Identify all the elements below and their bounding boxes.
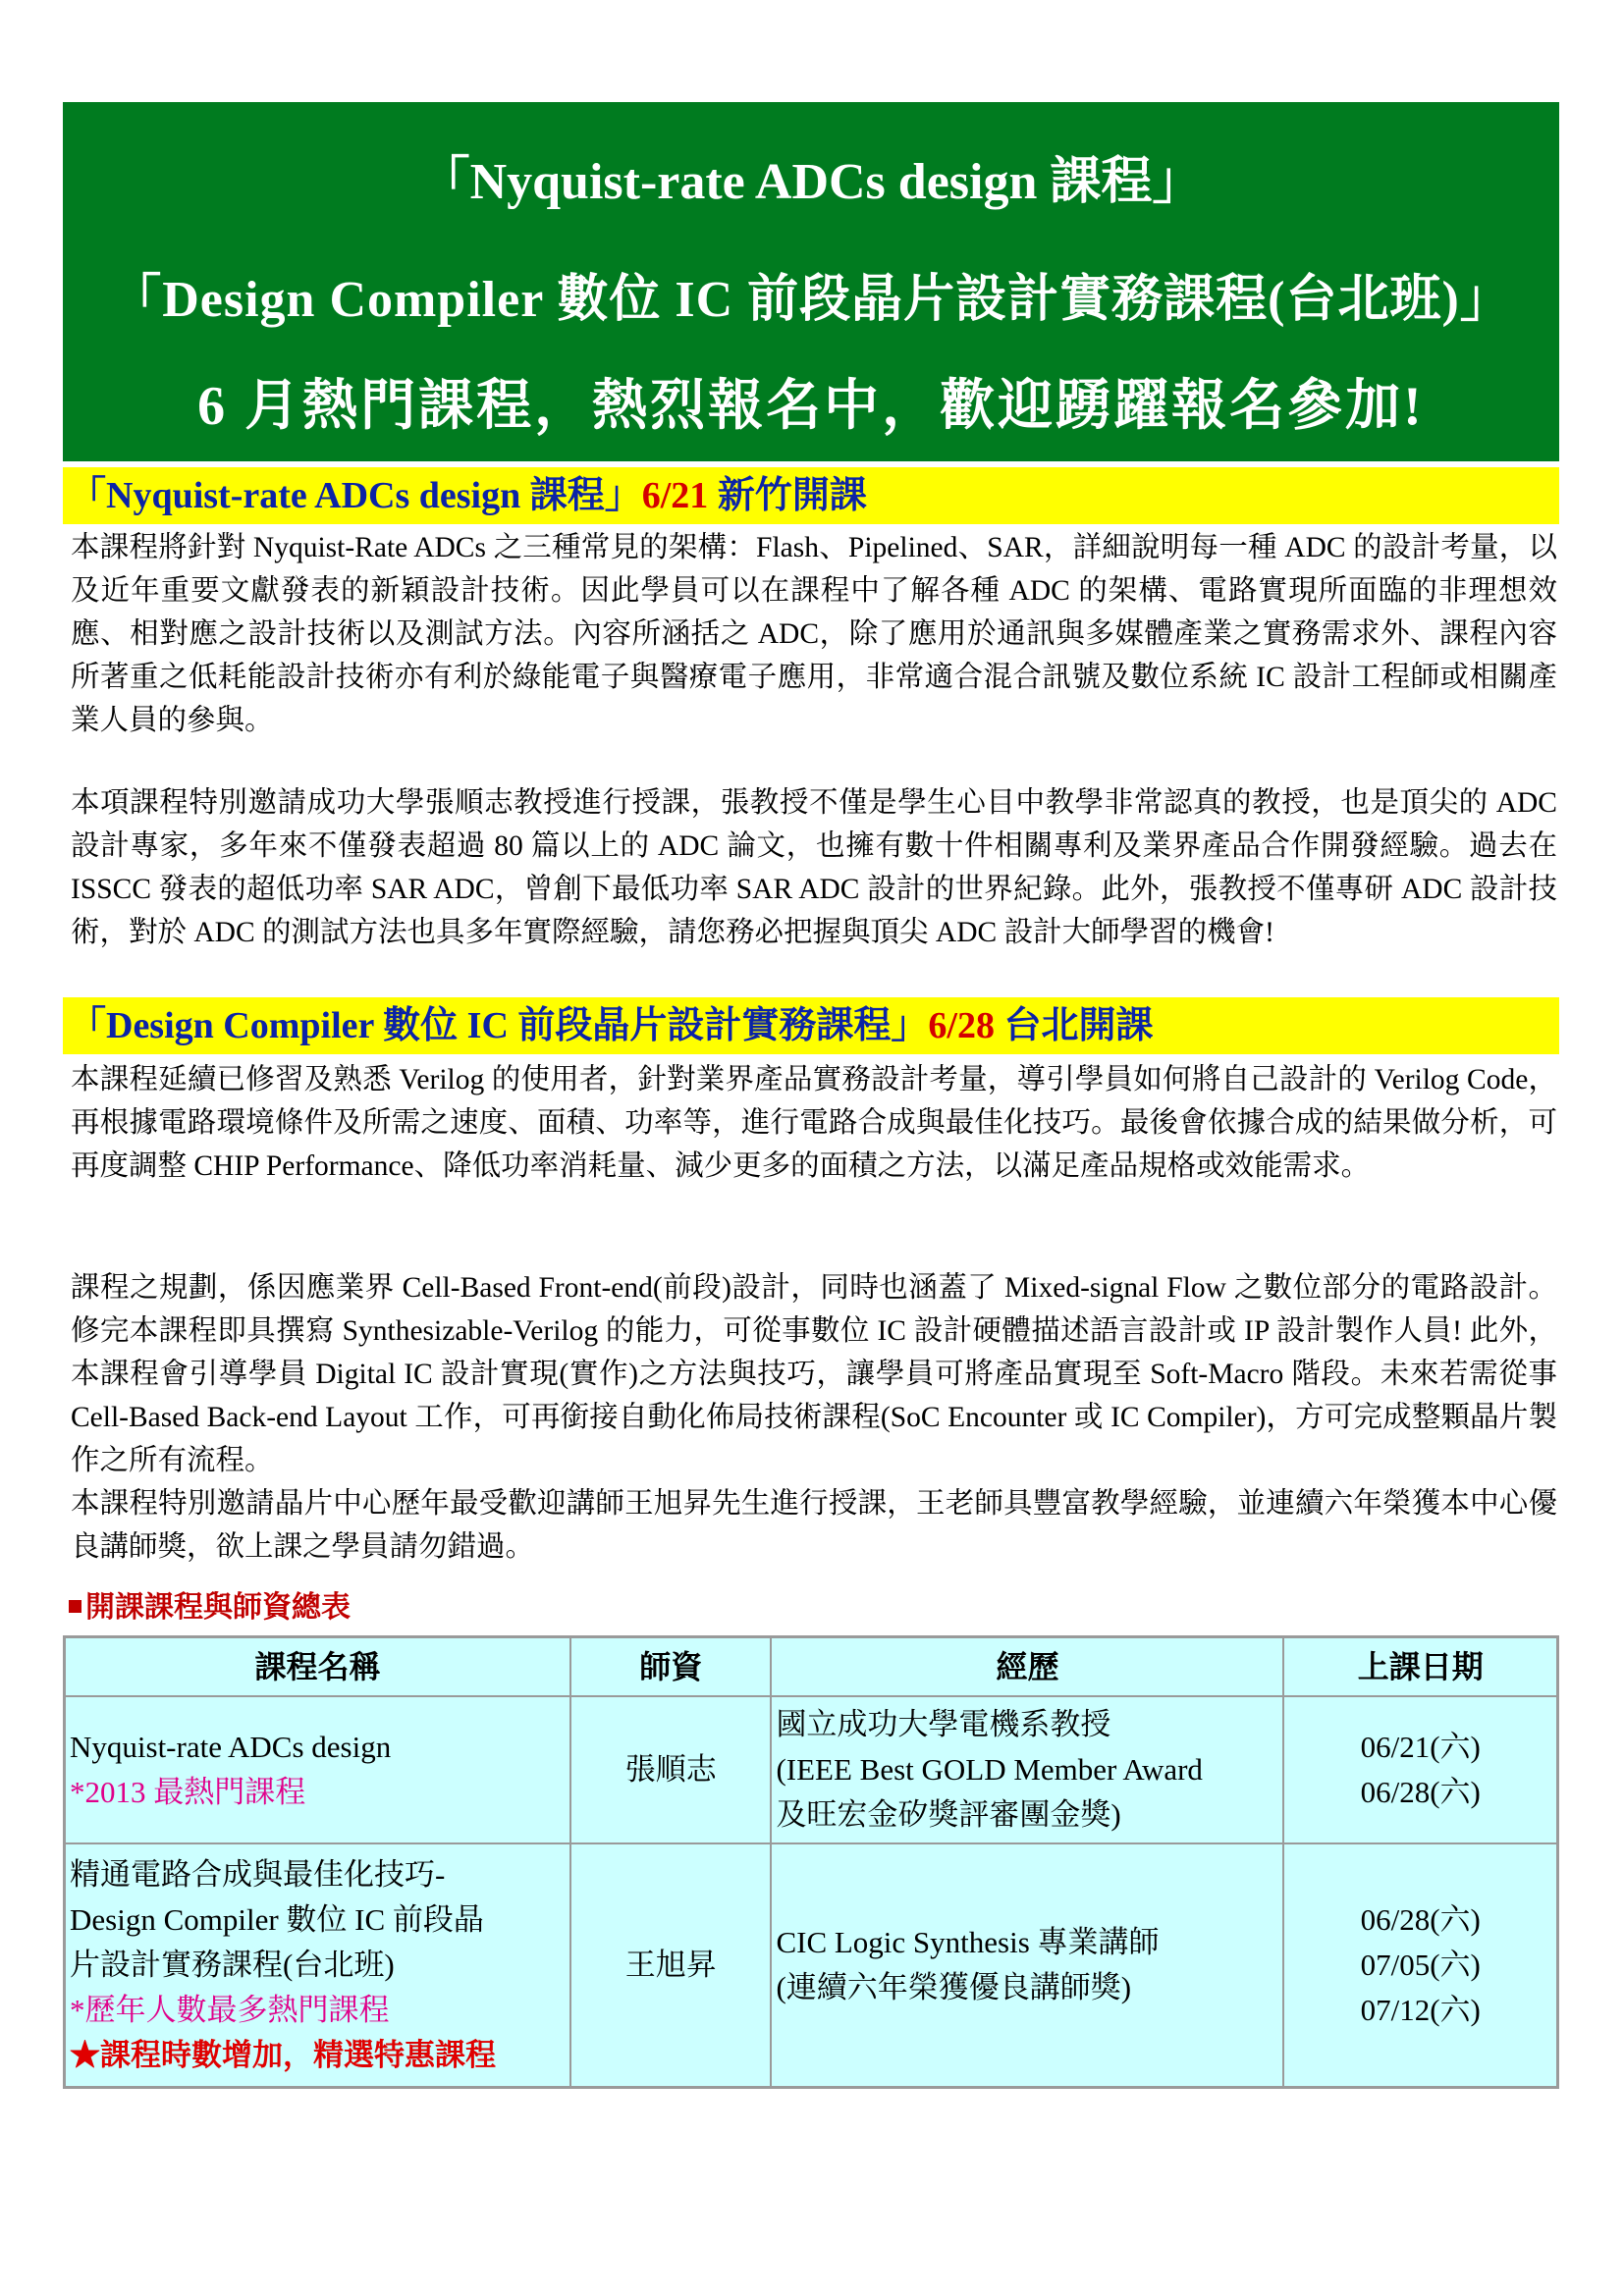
experience-cell xyxy=(771,1696,1283,1843)
header-teacher: 師資 xyxy=(570,1637,771,1696)
dc-plan-paragraph: 課程之規劃，係因應業界 Cell-Based Front-end(前段)設計，同時也涵蓋了 Mixed-signal Flow 之數位部分的電路設計。修完本課程即具撰寫 Synthesizable-Verilog 的能力，可從事數位 IC 設計硬體描述語言設計或 IP 設計製作人員! 此外，本課程會引導學員 Digital IC 設計實現(實作)之方法與技巧，讓學員可將產品實現至 Soft-Macro 階段。未來若需從事 Cell-Based Back-end Layout 工作，可再銜接自動化佈局技術課程(SoC Encounter 或 IC Compiler)，方可完成整顆晶片製作之所有流程。 xyxy=(71,1272,1557,1476)
course-name: Nyquist-rate ADCs design xyxy=(70,1730,392,1764)
experience-line: (IEEE Best GOLD Member Award xyxy=(776,1752,1203,1787)
teacher-cell: 張順志 xyxy=(570,1696,771,1843)
header-banner xyxy=(63,102,1559,461)
course-date: 06/21(六) xyxy=(1360,1730,1481,1764)
course-date: 06/28(六) xyxy=(1360,1775,1481,1809)
course-name-cell xyxy=(65,1843,570,2087)
course-tag: *2013 最熱門課程 xyxy=(70,1775,306,1809)
course-highlight: ★課程時數增加，精選特惠課程 xyxy=(70,2038,496,2072)
teacher-cell: 王旭昇 xyxy=(570,1843,771,2087)
section-heading-dc xyxy=(63,997,1559,1054)
table-row xyxy=(65,1843,1557,2087)
header-experience: 經歷 xyxy=(771,1637,1283,1696)
experience-line: (連續六年榮獲優良講師獎) xyxy=(776,1970,1132,2004)
course-date: 07/05(六) xyxy=(1360,1948,1481,1982)
dc-instructor-paragraph: 本課程特別邀請晶片中心歷年最受歡迎講師王旭昇先生進行授課，王老師具豐富教學經驗，並連續六年榮獲本中心優良講師獎，欲上課之學員請勿錯過。 xyxy=(71,1488,1557,1563)
banner-title-dc: 「Design Compiler 數位 IC 前段晶片設計實務課程(台北班)」 xyxy=(110,272,1512,328)
section-date: 6/21 xyxy=(641,475,709,516)
section-location: 台北開課 xyxy=(1003,1005,1154,1046)
experience-line: CIC Logic Synthesis 專業講師 xyxy=(776,1925,1160,1959)
course-tag: *歷年人數最多熱門課程 xyxy=(70,1993,390,2027)
course-table xyxy=(63,1635,1559,2089)
section-date: 6/28 xyxy=(928,1005,995,1046)
course-date: 07/12(六) xyxy=(1360,1993,1481,2027)
section-location: 新竹開課 xyxy=(717,475,867,516)
section-heading-adc xyxy=(63,467,1559,524)
experience-line: 國立成功大學電機系教授 xyxy=(776,1707,1111,1741)
experience-line: 及旺宏金矽獎評審團金獎) xyxy=(776,1797,1121,1832)
dates-cell xyxy=(1283,1696,1557,1843)
course-name-line: 片設計實務課程(台北班) xyxy=(70,1948,395,1982)
table-row xyxy=(65,1696,1557,1843)
table-title-text: 開課課程與師資總表 xyxy=(85,1591,351,1624)
course-date: 06/28(六) xyxy=(1360,1902,1481,1937)
course-name-line: Design Compiler 數位 IC 前段晶 xyxy=(70,1902,484,1937)
dc-intro-paragraph: 本課程延續已修習及熟悉 Verilog 的使用者，針對業界產品實務設計考量，導引學員如何將自己設計的 Verilog Code，再根據電路環境條件及所需之速度、面積、功率等，進行電路合成與最佳化技巧。最後會依據合成的結果做分析，可再度調整 CHIP Performance、降低功率消耗量、減少更多的面積之方法，以滿足產品規格或效能需求。 xyxy=(71,1064,1557,1182)
course-name-cell xyxy=(65,1696,570,1843)
section-title: 「Design Compiler 數位 IC 前段晶片設計實務課程」 xyxy=(69,1005,929,1046)
table-title xyxy=(69,1582,351,1626)
adc-instructor-paragraph: 本項課程特別邀請成功大學張順志教授進行授課，張教授不僅是學生心目中教學非常認真的教授，也是頂尖的 ADC 設計專家，多年來不僅發表超過 80 篇以上的 ADC 論文，也擁有數十件相關專利及業界產品合作開發經驗。過去在 ISSCC 發表的超低功率 SAR ADC，曾創下最低功率 SAR ADC 設計的世界紀錄。此外，張教授不僅專研 ADC 設計技術，對於 ADC 的測試方法也具多年實際經驗，請您務必把握與頂尖 ADC 設計大師學習的機會! xyxy=(71,787,1557,948)
banner-tagline: 6 月熱門課程，熱烈報名中，歡迎踴躍報名參加! xyxy=(197,376,1425,437)
header-dates: 上課日期 xyxy=(1283,1637,1557,1696)
table-header-row xyxy=(65,1637,1557,1696)
adc-intro-paragraph: 本課程將針對 Nyquist-Rate ADCs 之三種常見的架構：Flash、Pipelined、SAR，詳細說明每一種 ADC 的設計考量，以及近年重要文獻發表的新穎設計技術。因此學員可以在課程中了解各種 ADC 的架構、電路實現所面臨的非理想效應、相對應之設計技術以及測試方法。內容所涵括之 ADC，除了應用於通訊與多媒體產業之實務需求外、課程內容所著重之低耗能設計技術亦有利於綠能電子與醫療電子應用，非常適合混合訊號及數位系統 IC 設計工程師或相關產業人員的參與。 xyxy=(71,532,1557,736)
dates-cell xyxy=(1283,1843,1557,2087)
header-course-name: 課程名稱 xyxy=(65,1637,570,1696)
bullet-square-icon xyxy=(69,1600,81,1613)
banner-title-adc: 「Nyquist-rate ADCs design 課程」 xyxy=(418,154,1204,210)
course-name-line: 精通電路合成與最佳化技巧- xyxy=(70,1857,446,1892)
experience-cell xyxy=(771,1843,1283,2087)
section-title: 「Nyquist-rate ADCs design 課程」 xyxy=(69,475,642,516)
